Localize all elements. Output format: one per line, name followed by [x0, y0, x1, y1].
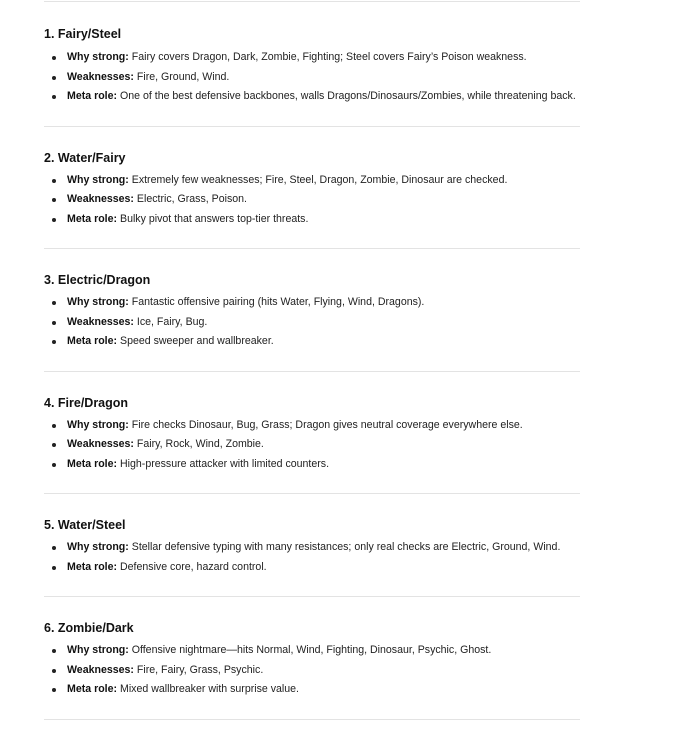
- point-label: Why strong:: [67, 644, 129, 656]
- list-item: [44, 293, 580, 313]
- section-fire-dragon: [44, 395, 580, 475]
- divider: [44, 248, 580, 249]
- point-text: Fairy, Rock, Wind, Zombie.: [136, 438, 264, 450]
- section-water-steel: [44, 517, 580, 577]
- section-fairy-steel: [44, 26, 580, 107]
- point-text: Mixed wallbreaker with surprise value.: [120, 683, 299, 695]
- point-text: High-pressure attacker with limited counters.: [120, 457, 330, 470]
- bullet-list: [44, 293, 580, 352]
- point-text: Fire checks Dinosaur, Bug, Grass; Dragon gives neutral coverage everywhere else.: [131, 418, 523, 431]
- point-label: Why strong:: [67, 418, 129, 431]
- list-item: [44, 190, 580, 210]
- point-label: Why strong:: [67, 51, 129, 63]
- point-label: Meta role:: [67, 90, 118, 102]
- point-label: Weaknesses:: [67, 315, 134, 328]
- list-item: [44, 332, 580, 352]
- bullet-list: [44, 48, 580, 107]
- point-label: Meta role:: [67, 683, 118, 695]
- point-text: Extremely few weaknesses; Fire, Steel, Dragon, Zombie, Dinosaur are checked.: [131, 173, 508, 186]
- point-text: Bulky pivot that answers top-tier threats.: [120, 212, 309, 225]
- list-item: [44, 171, 580, 191]
- point-text: Speed sweeper and wallbreaker.: [120, 335, 274, 347]
- point-text: Offensive nightmare—hits Normal, Wind, Fighting, Dinosaur, Psychic, Ghost.: [131, 644, 492, 656]
- section-zombie-dark: [44, 620, 580, 700]
- point-label: Meta role:: [67, 560, 118, 573]
- point-label: Weaknesses:: [67, 438, 134, 450]
- point-text: Ice, Fairy, Bug.: [136, 315, 208, 328]
- list-item: [44, 538, 580, 558]
- section-water-fairy: [44, 150, 580, 230]
- list-item: [44, 68, 580, 88]
- divider: [44, 719, 580, 720]
- bullet-list: [44, 538, 580, 577]
- point-text: Electric, Grass, Poison.: [136, 193, 247, 205]
- point-label: Meta role:: [67, 457, 118, 470]
- bullet-list: [44, 641, 580, 700]
- section-heading: 6. Zombie/Dark: [44, 621, 134, 635]
- point-label: Why strong:: [67, 296, 129, 308]
- point-text: Fire, Ground, Wind.: [136, 70, 230, 83]
- point-text: One of the best defensive backbones, walls Dragons/Dinosaurs/Zombies, while threatening back.: [120, 90, 576, 102]
- point-label: Weaknesses:: [67, 193, 134, 205]
- section-heading: 5. Water/Steel: [44, 518, 126, 532]
- point-text: Defensive core, hazard control.: [120, 560, 267, 573]
- section-heading: 4. Fire/Dragon: [44, 395, 129, 410]
- point-label: Meta role:: [67, 212, 118, 225]
- document-body: [44, 0, 580, 720]
- list-item: [44, 313, 580, 333]
- list-item: [44, 210, 580, 230]
- section-heading: 1. Fairy/Steel: [44, 27, 122, 41]
- point-label: Why strong:: [67, 173, 129, 186]
- section-electric-dragon: [44, 272, 580, 352]
- list-item: [44, 416, 580, 436]
- bullet-list: [44, 416, 580, 475]
- divider: [44, 596, 580, 597]
- list-item: [44, 680, 580, 700]
- section-heading: 3. Electric/Dragon: [44, 273, 151, 287]
- list-item: [44, 87, 580, 107]
- divider: [44, 493, 580, 494]
- bullet-list: [44, 171, 580, 230]
- divider: [44, 126, 580, 127]
- list-item: [44, 48, 580, 68]
- divider: [44, 1, 580, 2]
- point-text: Fire, Fairy, Grass, Psychic.: [136, 663, 264, 676]
- list-item: [44, 661, 580, 681]
- list-item: [44, 641, 580, 661]
- point-text: Stellar defensive typing with many resistances; only real checks are Electric, Ground, Wind.: [131, 541, 561, 553]
- list-item: [44, 455, 580, 475]
- list-item: [44, 435, 580, 455]
- section-heading: 2. Water/Fairy: [44, 150, 126, 165]
- point-label: Meta role:: [67, 335, 118, 347]
- point-label: Why strong:: [67, 541, 129, 553]
- point-text: Fairy covers Dragon, Dark, Zombie, Fighting; Steel covers Fairy’s Poison weakness.: [131, 51, 527, 63]
- point-label: Weaknesses:: [67, 663, 134, 676]
- point-label: Weaknesses:: [67, 70, 134, 83]
- point-text: Fantastic offensive pairing (hits Water, Flying, Wind, Dragons).: [131, 296, 425, 308]
- list-item: [44, 558, 580, 578]
- divider: [44, 371, 580, 372]
